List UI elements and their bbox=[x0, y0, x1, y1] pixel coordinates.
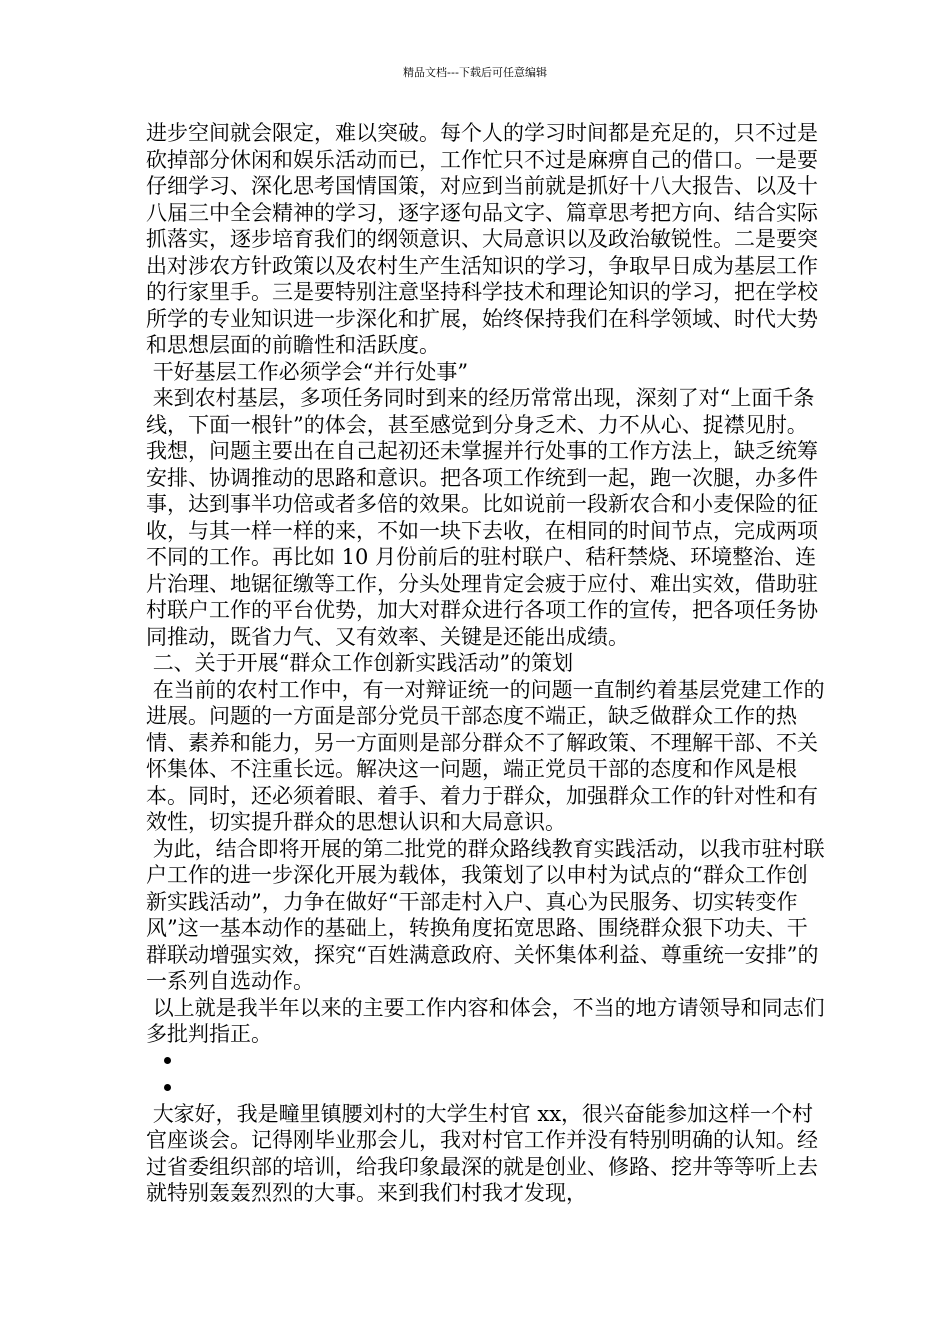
bullet-item bbox=[146, 1074, 826, 1101]
paragraph-activity-plan: 为此，结合即将开展的第二批党的群众路线教育实践活动，以我市驻村联户工作的进一步深化开展为载体，我策划了以申村为试点的“群众工作创新实践活动”，力争在做好“干部走村入户、真心为民服务、切实转变作风”这一基本动作的基础上，转换角度拓宽思路、围绕群众狠下功夫、干群联动增强实效，探究“百姓满意政府、关怀集体利益、尊重统一安排”的一系列自选动作。 bbox=[146, 836, 825, 993]
bullet-dot-icon bbox=[164, 1057, 171, 1064]
document-body bbox=[146, 120, 826, 1207]
bullet-item bbox=[146, 1048, 826, 1075]
paragraph-conclusion: 以上就是我半年以来的主要工作内容和体会，不当的地方请领导和同志们多批判指正。 bbox=[146, 995, 825, 1046]
paragraph-rural-work: 在当前的农村工作中，有一对辩证统一的问题一直制约着基层党建工作的进展。问题的一方面是部分党员干部态度不端正，缺乏做群众工作的热情、素养和能力，另一方面则是部分群众不了解政策、不理解干部、不关怀集体、不注重长远。解决这一问题，端正党员干部的态度和作风是根本。同时，还必须着眼、着手、着力于群众，加强群众工作的针对性和有效性，切实提升群众的思想认识和大局意识。 bbox=[146, 677, 825, 834]
paragraph-parallel-work: 来到农村基层，多项任务同时到来的经历常常出现，深刻了对“上面千条线，下面一根针”的体会，甚至感觉到分身乏术、力不从心、捉襟见肘。我想，问题主要出在自己起初还未掌握并行处事的工作方法上，缺乏统筹安排、协调推动的思路和意识。把各项工作统到一起，跑一次腿，办多件事，达到事半功倍或者多倍的效果。比如说前一段新农合和小麦保险的征收，与其一样一样的来，不如一块下去收，在相同的时间节点，完成两项不同的工作。再比如 10 月份前后的驻村联户、秸秆禁烧、环境整治、连片治理、地锯征缴等工作，分头处理肯定会疲于应付、难出实效，借助驻村联户工作的平台优势，加大对群众进行各项工作的宣传，把各项任务协同推动，既省力气、又有效率、关键是还能出成绩。 bbox=[146, 386, 818, 649]
paragraph-study: 进步空间就会限定，难以突破。每个人的学习时间都是充足的，只不过是砍掉部分休闲和娱乐活动而已，工作忙只不过是麻痹自己的借口。一是要仔细学习、深化思考国情国策，对应到当前就是抓好十八大报告、以及十八届三中全会精神的学习，逐字逐句品文字、篇章思考把方向、结合实际抓落实，逐步培育我们的纲领意识、大局意识以及政治敏锐性。二是要突出对涉农方针政策以及农村生产生活知识的学习，争取早日成为基层工作的行家里手。三是要特别注意坚持科学技术和理论知识的学习，把在学校所学的专业知识进一步深化和扩展，始终保持我们在科学领域、时代大势和思想层面的前瞻性和活跃度。 bbox=[146, 121, 818, 357]
section-heading-parallel-work: 干好基层工作必须学会“并行处事” bbox=[146, 359, 469, 384]
paragraph-greeting: 大家好，我是疃里镇腰刘村的大学生村官 xx，很兴奋能参加这样一个村官座谈会。记得刚毕业那会儿，我对村官工作并没有特别明确的认知。经过省委组织部的培训，给我印象最深的就是创业、修路、挖井等等听上去就特别轰轰烈烈的大事。来到我们村我才发现， bbox=[146, 1101, 818, 1205]
section-heading-mass-work-plan: 二、关于开展“群众工作创新实践活动”的策划 bbox=[146, 651, 574, 675]
bullet-dot-icon bbox=[164, 1084, 171, 1091]
page-header: 精品文档---下载后可任意编辑 bbox=[403, 66, 547, 79]
